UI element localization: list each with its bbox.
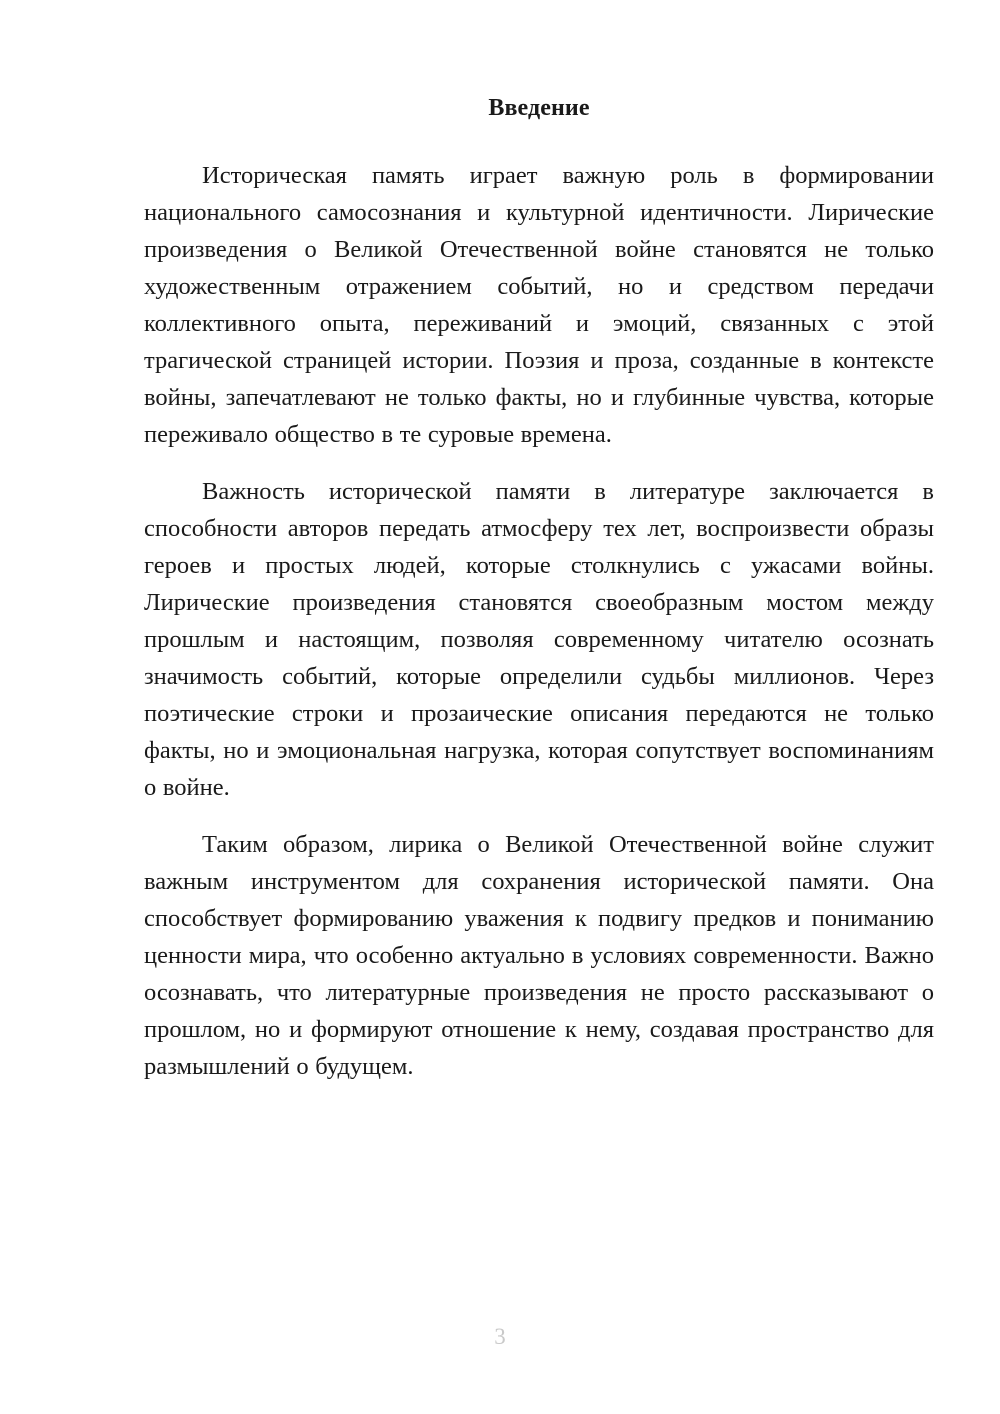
paragraph: Таким образом, лирика о Великой Отечественной войне служит важным инструментом для сохранения исторической памяти. Она способствует формированию уважения к подвигу предков и пониманию ценности мира, что особенно актуально в условиях современности. Важно осознавать, что литературные произведения не просто рассказывают о прошлом, но и формируют отношение к нему, создавая пространство для размышлений о будущем. bbox=[144, 831, 934, 1080]
paragraph: Важность исторической памяти в литературе заключается в способности авторов передать атмосферу тех лет, воспроизвести образы героев и простых людей, которые столкнулись с ужасами войны. Лирические произведения становятся своеобразным мостом между прошлым и настоящим, позволяя современному читателю осознать значимость событий, которые определили судьбы миллионов. Через поэтические строки и прозаические описания передаются не только факты, но и эмоциональная нагрузка, которая сопутствует воспоминаниям о войне. bbox=[144, 478, 934, 801]
page-number: 3 bbox=[494, 1324, 506, 1349]
paragraph: Историческая память играет важную роль в формировании национального самосознания и культурной идентичности. Лирические произведения о Великой Отечественной войне становятся не только художественным отражением событий, но и средством передачи коллективного опыта, переживаний и эмоций, связанных с этой трагической страницей истории. Поэзия и проза, созданные в контексте войны, запечатлевают не только факты, но и глубинные чувства, которые переживало общество в те суровые времена. bbox=[144, 162, 934, 448]
page-title: Введение bbox=[488, 95, 590, 121]
document-body bbox=[144, 90, 934, 1085]
